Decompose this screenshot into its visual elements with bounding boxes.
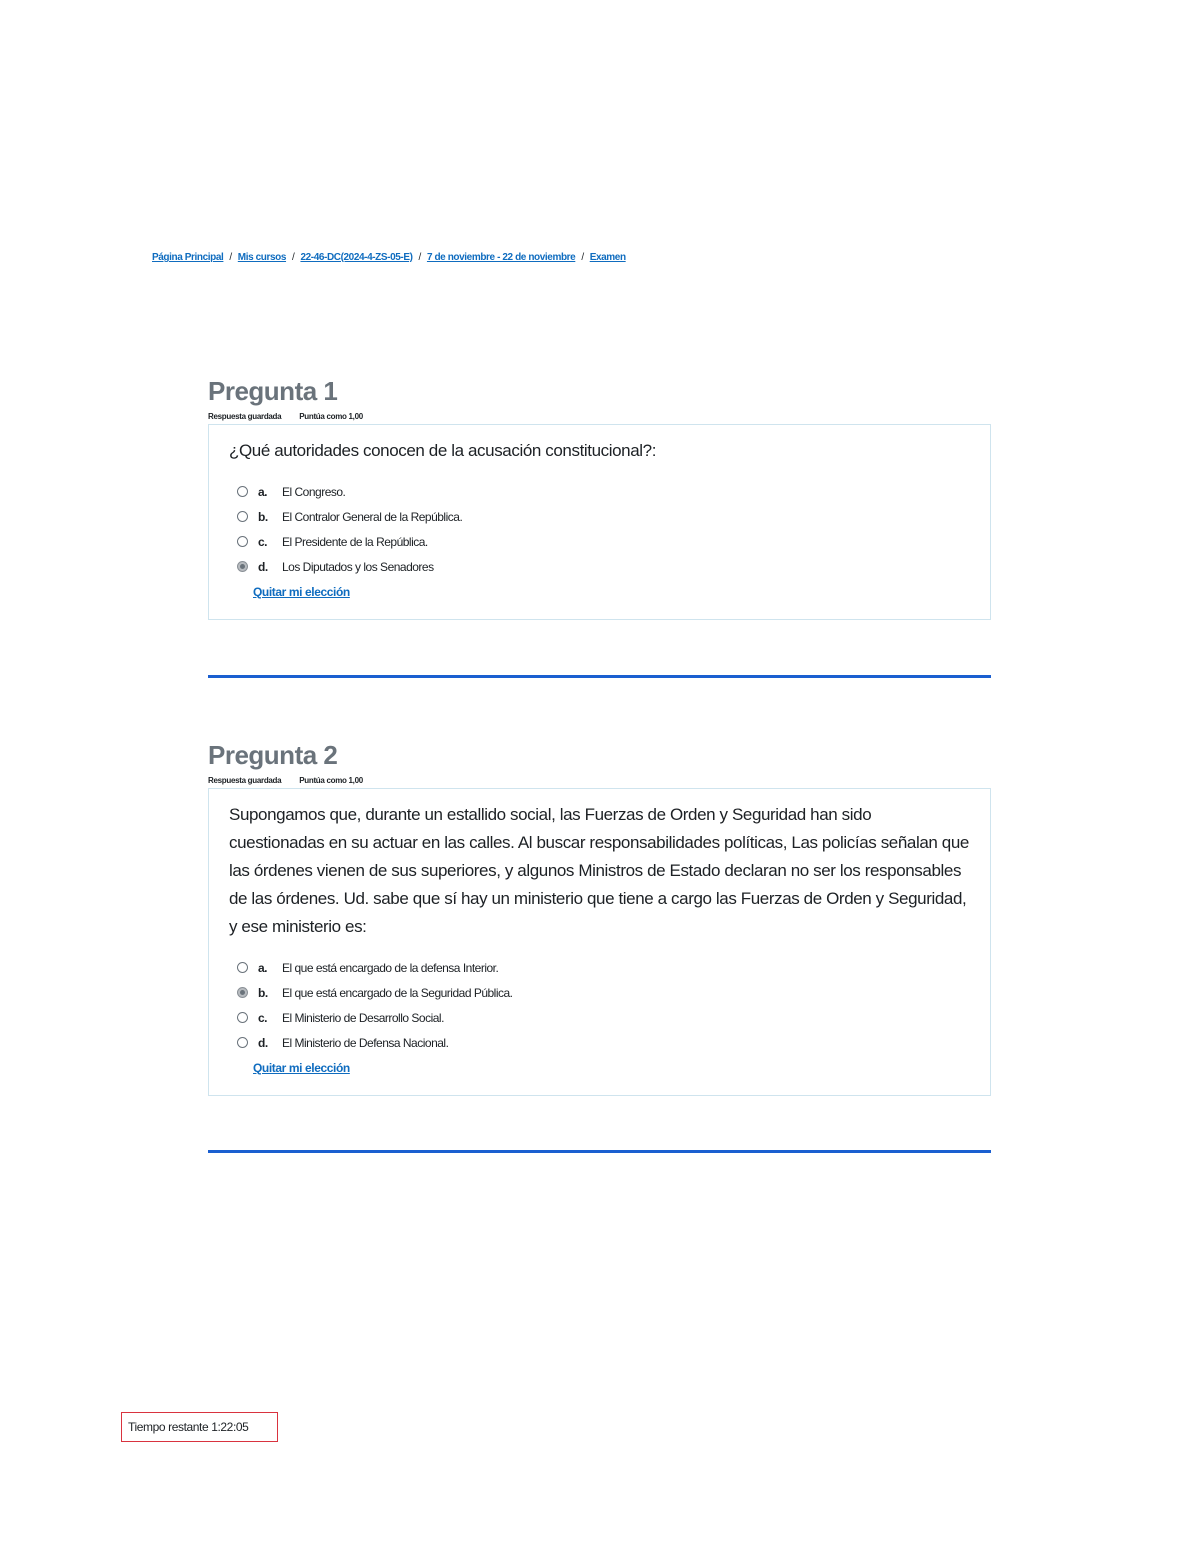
breadcrumb-course-link[interactable]: 22-46-DC(2024-4-ZS-05-E) <box>300 252 413 263</box>
answer-letter: d. <box>258 559 268 574</box>
answer-option-a[interactable] <box>229 955 970 980</box>
question-title: Pregunta 1 <box>208 376 338 406</box>
answer-text: El Ministerio de Defensa Nacional. <box>282 1035 449 1050</box>
answer-option-c[interactable] <box>229 529 970 554</box>
answer-option-d[interactable] <box>229 554 970 579</box>
answer-letter: b. <box>258 985 268 1000</box>
answer-text: El que está encargado de la defensa Interior. <box>282 960 499 975</box>
answer-letter: b. <box>258 509 268 524</box>
breadcrumb-separator: / <box>418 252 421 263</box>
question-info <box>208 776 991 788</box>
answer-letter: d. <box>258 1035 268 1050</box>
time-remaining <box>121 1412 278 1442</box>
answer-option-a[interactable] <box>229 479 970 504</box>
answer-text: El Congreso. <box>282 484 346 499</box>
answer-text: El Presidente de la República. <box>282 534 428 549</box>
question-2 <box>208 740 991 1096</box>
answer-option-d[interactable] <box>229 1030 970 1055</box>
radio-button[interactable] <box>237 536 248 547</box>
answer-letter: a. <box>258 484 268 499</box>
radio-button[interactable] <box>237 511 248 522</box>
clear-choice-link[interactable]: Quitar mi elección <box>253 1061 350 1075</box>
question-text: Supongamos que, durante un estallido social, las Fuerzas de Orden y Seguridad han sido cuestionadas en su actuar en las calles. Al buscar responsabilidades políticas, Las policías señalan que las órdenes vienen de sus superiores, y algunos Ministros de Estado declaran no ser los responsables de las órdenes. Ud. sabe que sí hay un ministerio que tiene a cargo las Fuerzas de Orden y Seguridad, y ese ministerio es: <box>229 805 969 936</box>
question-status: Respuesta guardada <box>208 412 282 421</box>
question-score: Puntúa como 1,00 <box>299 412 363 421</box>
question-1 <box>208 376 991 620</box>
answer-text: Los Diputados y los Senadores <box>282 559 434 574</box>
answer-option-b[interactable] <box>229 980 970 1005</box>
question-content <box>208 788 991 1096</box>
question-divider <box>208 1150 991 1153</box>
time-remaining-text: Tiempo restante 1:22:05 <box>128 1420 249 1434</box>
answer-text: El Ministerio de Desarrollo Social. <box>282 1010 444 1025</box>
breadcrumb <box>152 252 626 263</box>
radio-button[interactable] <box>237 962 248 973</box>
radio-button[interactable] <box>237 1037 248 1048</box>
question-score: Puntúa como 1,00 <box>299 776 363 785</box>
clear-choice-link[interactable]: Quitar mi elección <box>253 585 350 599</box>
answer-letter: c. <box>258 1010 268 1025</box>
question-content <box>208 424 991 620</box>
answer-option-c[interactable] <box>229 1005 970 1030</box>
radio-button[interactable] <box>237 486 248 497</box>
question-status: Respuesta guardada <box>208 776 282 785</box>
question-divider <box>208 675 991 678</box>
answer-letter: a. <box>258 960 268 975</box>
answer-text: El Contralor General de la República. <box>282 509 463 524</box>
breadcrumb-home-link[interactable]: Página Principal <box>152 252 224 263</box>
answer-list <box>229 955 970 1055</box>
breadcrumb-separator: / <box>581 252 584 263</box>
answer-option-b[interactable] <box>229 504 970 529</box>
question-info <box>208 412 991 424</box>
breadcrumb-section-link[interactable]: 7 de noviembre - 22 de noviembre <box>426 252 576 263</box>
radio-button[interactable] <box>237 1012 248 1023</box>
question-title: Pregunta 2 <box>208 740 338 770</box>
answer-letter: c. <box>258 534 268 549</box>
breadcrumb-separator: / <box>292 252 295 263</box>
radio-button-selected[interactable] <box>237 561 248 572</box>
breadcrumb-my-courses-link[interactable]: Mis cursos <box>237 252 287 263</box>
breadcrumb-exam-link[interactable]: Examen <box>589 252 626 263</box>
breadcrumb-separator: / <box>229 252 232 263</box>
question-text: ¿Qué autoridades conocen de la acusación constitucional?: <box>229 441 657 460</box>
answer-list <box>229 479 970 579</box>
answer-text: El que está encargado de la Seguridad Pública. <box>282 985 513 1000</box>
radio-button-selected[interactable] <box>237 987 248 998</box>
